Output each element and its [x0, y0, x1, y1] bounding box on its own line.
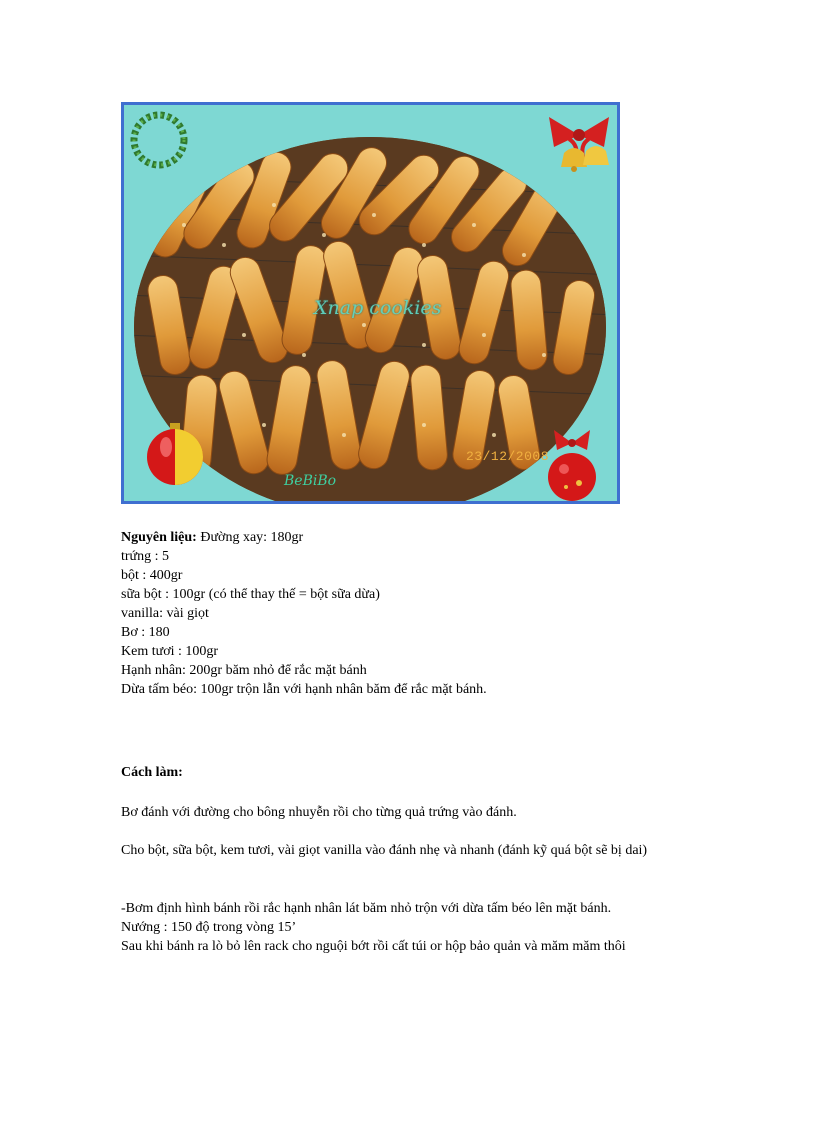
bell-bow-icon [549, 117, 609, 172]
ingredient-item: trứng : 5 [121, 549, 170, 564]
method-step: Bơ đánh với đường cho bông nhuyễn rồi cho từng quả trứng vào đánh. [121, 805, 517, 820]
method-step: Nướng : 150 độ trong vòng 15’ [121, 920, 297, 935]
method-heading: Cách làm: [121, 765, 183, 780]
ingredient-item: Đường xay: 180gr [200, 530, 304, 545]
ingredient-item: Kem tươi : 100gr [121, 644, 219, 659]
cookie-photo [121, 102, 620, 504]
photo-datestamp: 23/12/2008 [466, 449, 550, 464]
ingredient-item: sữa bột : 100gr (có thể thay thế = bột sữa dừa) [121, 587, 380, 602]
ingredient-item: Bơ : 180 [121, 625, 170, 640]
ingredients-heading: Nguyên liệu: [121, 530, 197, 545]
ingredient-line-first [121, 528, 741, 547]
ingredient-item: Dừa tấm béo: 100gr trộn lẫn với hạnh nhân băm để rắc mặt bánh. [121, 682, 487, 697]
ingredient-item: Hạnh nhân: 200gr băm nhỏ để rắc mặt bánh [121, 663, 367, 678]
method-step: -Bơm định hình bánh rồi rắc hạnh nhân lát băm nhỏ trộn với dừa tấm béo lên mặt bánh. [121, 901, 612, 916]
photo-signature: BeBiBo [284, 473, 337, 489]
ingredient-item: vanilla: vài giọt [121, 606, 209, 621]
method-step: Sau khi bánh ra lò bỏ lên rack cho nguội bớt rồi cất túi or hộp bảo quản và măm măm thôi [121, 939, 626, 954]
ingredients-section [121, 528, 741, 699]
ingredient-item: bột : 400gr [121, 568, 183, 583]
photo-inner [124, 105, 617, 501]
method-step: Cho bột, sữa bột, kem tươi, vài giọt vanilla vào đánh nhẹ và nhanh (đánh kỹ quá bột sẽ bị dai) [121, 843, 648, 858]
wreath-icon [134, 115, 184, 165]
photo-watermark: Xnap cookies [314, 297, 442, 319]
